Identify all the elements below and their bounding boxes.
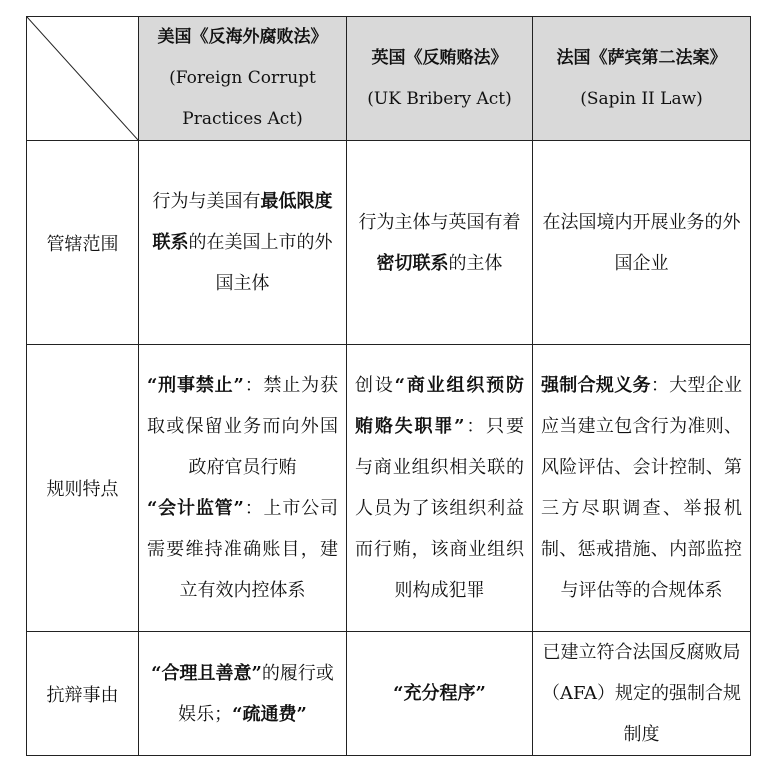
cell-bold-text: “刑事禁止” [147,375,244,396]
cell-us [139,345,347,632]
column-title: 美国《反海外腐败法》 [157,27,328,47]
comparison-table [26,16,751,756]
cell-text: ：上市公司需要维持准确账目，建立有效内控体系 [147,498,338,601]
column-subtitle: (Sapin II Law) [580,88,703,109]
cell-uk [347,345,533,632]
column-subtitle: (Foreign Corrupt Practices Act) [169,68,316,129]
cell-us [139,141,347,345]
row-defenses [27,632,751,756]
cell-text: ：禁止为获取或保留业务而向外国政府官员行贿 [147,375,338,478]
cell-fr [533,345,751,632]
cell-text: 的主体 [448,252,503,274]
cell-text: 创设 [355,375,395,396]
cell-bold-text: 强制合规义务 [541,375,651,396]
cell-fr [533,632,751,756]
cell-text: 行为与美国有 [152,191,261,212]
cell-text: 的履行或娱乐； [178,662,334,725]
corner-cell [27,17,139,141]
column-title: 英国《反贿赂法》 [371,47,508,68]
column-header-us [139,17,347,141]
cell-uk [347,632,533,756]
cell-us [139,632,347,756]
row-rule-features [27,345,751,632]
cell-bold-text: “充分程序” [393,683,486,704]
row-label: 抗辩事由 [27,632,139,756]
cell-bold-text: “商业组织预防贿赂失职罪” [355,375,525,437]
cell-text: ：只要与商业组织相关联的人员为了该组织利益而行贿，该商业组织则构成犯罪 [355,416,525,601]
column-title: 法国《萨宾第二法案》 [556,47,727,68]
header-row [27,17,751,141]
cell-bold-text: 密切联系 [376,252,449,274]
cell-uk [347,141,533,345]
column-header-uk [347,17,533,141]
cell-text: 在法国境内开展业务的外国企业 [542,211,741,274]
cell-text: 已建立符合法国反腐败局（AFA）规定的强制合规制度 [542,642,741,745]
cell-text: ：大型企业应当建立包含行为准则、风险评估、会计控制、第三方尽职调查、举报机制、惩戒措施、内部监控与评估等的合规体系 [541,375,743,601]
diagonal-line [27,17,138,140]
cell-bold-text: “疏通费” [232,703,307,725]
column-header-fr [533,17,751,141]
column-subtitle: (UK Bribery Act) [367,88,512,109]
row-label: 管辖范围 [27,141,139,345]
cell-text: 行为主体与英国有着 [358,211,521,233]
cell-bold-text: “合理且善意” [151,662,262,684]
cell-bold-text: 最低限度联系 [152,191,333,253]
cell-text: 的在美国上市的外国主体 [188,232,333,294]
row-label: 规则特点 [27,345,139,632]
cell-fr [533,141,751,345]
cell-bold-text: “会计监管” [147,498,244,519]
row-jurisdiction [27,141,751,345]
